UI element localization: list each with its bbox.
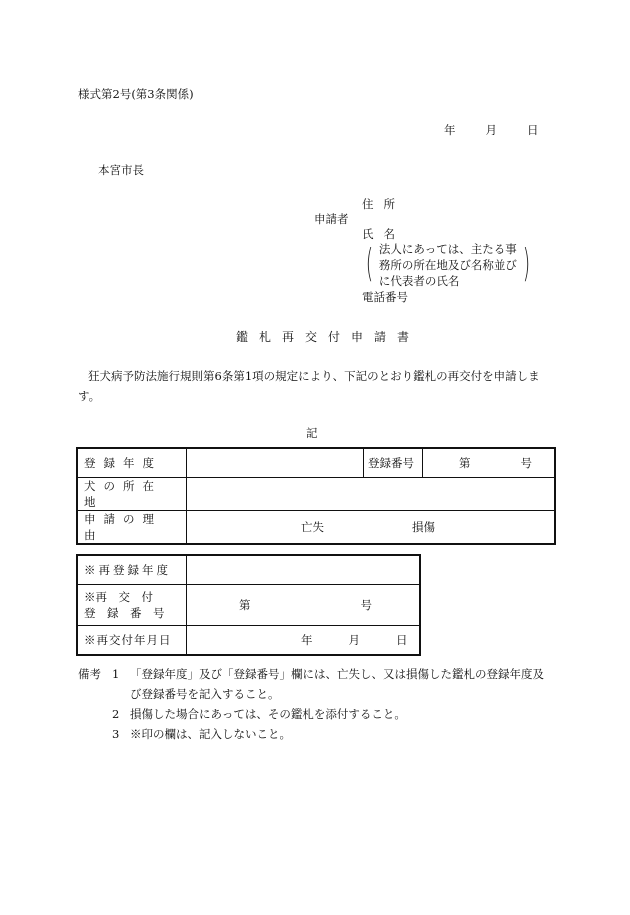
reissue-year: 年 <box>301 633 313 647</box>
office-use-table <box>76 554 421 656</box>
location-field[interactable] <box>187 478 556 511</box>
date-month: 月 <box>485 123 497 137</box>
reason-lost: 亡失 <box>301 520 324 534</box>
date-line <box>444 122 539 138</box>
note-line-1: 法人にあっては、主たる事 <box>378 242 517 256</box>
note-number: 3 <box>112 727 120 741</box>
table-row <box>77 448 555 478</box>
note-line-2: 務所の所在地及び名称並び <box>378 258 517 272</box>
reissue-month: 月 <box>348 633 360 647</box>
note-item <box>78 664 550 704</box>
applicant-label: 申請者 <box>314 212 349 226</box>
note-item <box>78 704 550 724</box>
form-number: 様式第2号(第3条関係) <box>78 87 194 101</box>
reissue-no-label <box>77 585 187 626</box>
reissue-day: 日 <box>396 633 408 647</box>
notes-section <box>78 664 550 744</box>
note-line-3: に代表者の氏名 <box>378 274 460 288</box>
note-number: 2 <box>112 707 120 721</box>
reg-no-field[interactable] <box>423 448 556 478</box>
left-paren-icon: ( <box>365 241 374 285</box>
notes-heading: 備考 <box>78 667 101 681</box>
right-paren-icon: ) <box>522 241 530 285</box>
rereg-year-field[interactable] <box>187 555 421 585</box>
table-row <box>77 555 420 585</box>
table-row <box>77 585 420 626</box>
reg-year-field[interactable] <box>187 448 364 478</box>
reason-damaged: 損傷 <box>412 520 435 534</box>
application-table <box>76 447 556 545</box>
reissue-label-line-2: 登 録 番 号 <box>84 606 165 620</box>
reissue-date-field[interactable] <box>187 626 421 656</box>
recipient: 本宮市長 <box>98 163 144 177</box>
reason-label: 申請の理由 <box>77 511 187 545</box>
date-day: 日 <box>527 123 539 137</box>
reg-no-dai: 第 <box>459 456 471 470</box>
phone-label: 電話番号 <box>362 290 408 304</box>
note-item <box>78 724 550 744</box>
reissue-dai: 第 <box>239 598 251 612</box>
note-number: 1 <box>112 667 120 681</box>
note-text: 「登録年度」及び「登録番号」欄には、亡失し、又は損傷した鑑札の登録年度及び登録番号を記入すること。 <box>130 667 544 701</box>
document-title: 鑑札再交付申請書 <box>236 330 421 344</box>
table-row <box>77 511 555 545</box>
reissue-date-label: ※再交付年月日 <box>77 626 187 656</box>
reissue-no-field[interactable] <box>187 585 421 626</box>
date-year: 年 <box>444 123 456 137</box>
note-text: 損傷した場合にあっては、その鑑札を添付すること。 <box>130 707 406 721</box>
reg-no-go: 号 <box>520 456 532 470</box>
table-row <box>77 626 420 656</box>
table-row <box>77 478 555 511</box>
body-text: 狂犬病予防法施行規則第6条第1項の規定により、下記のとおり鑑札の再交付を申請します。 <box>78 369 540 403</box>
ki-mark: 記 <box>306 426 318 440</box>
rereg-year-label: ※再登録年度 <box>77 555 187 585</box>
reissue-label-line-1: ※再 交 付 <box>84 590 153 604</box>
address-label: 住所 <box>362 197 405 211</box>
reissue-go: 号 <box>360 598 372 612</box>
reason-field[interactable] <box>187 511 556 545</box>
note-text: ※印の欄は、記入しないこと。 <box>130 727 291 741</box>
corporate-note <box>362 241 534 289</box>
name-label: 氏名 <box>362 227 405 241</box>
reg-year-label: 登録年度 <box>77 448 187 478</box>
reg-no-label: 登録番号 <box>364 448 423 478</box>
location-label: 犬の所在地 <box>77 478 187 511</box>
